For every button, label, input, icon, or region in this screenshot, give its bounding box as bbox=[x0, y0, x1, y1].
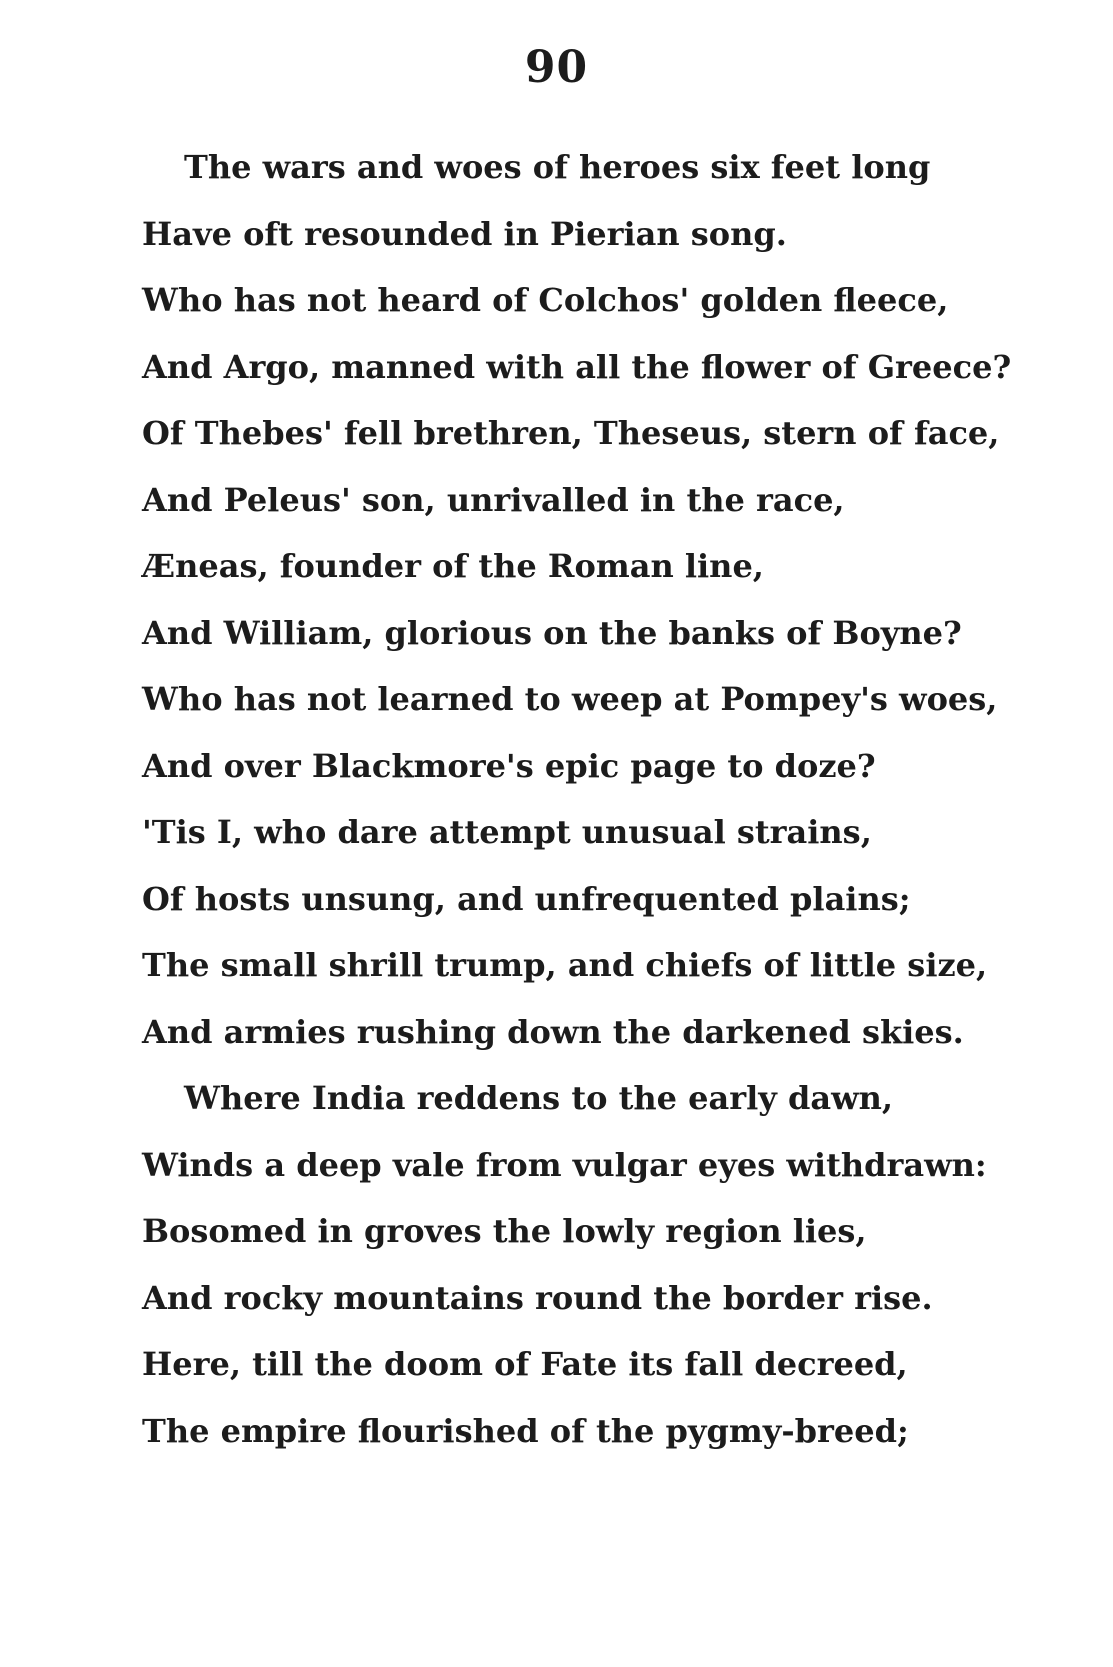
poem-line: And William, glorious on the banks of Boyne? bbox=[142, 613, 962, 652]
poem-line: The small shrill trump, and chiefs of little size, bbox=[142, 946, 988, 984]
poem-text bbox=[142, 134, 1042, 1464]
poem-line: And over Blackmore's epic page to doze? bbox=[142, 746, 876, 785]
poem-line: Bosomed in groves the lowly region lies, bbox=[142, 1212, 867, 1250]
poem-line: Of hosts unsung, and unfrequented plains; bbox=[142, 879, 911, 918]
page-number: 90 bbox=[524, 42, 589, 93]
poem-line: Winds a deep vale from vulgar eyes withdrawn: bbox=[142, 1145, 987, 1184]
poem-line: Who has not learned to weep at Pompey's woes, bbox=[142, 680, 998, 718]
poem-line: 'Tis I, who dare attempt unusual strains, bbox=[142, 813, 872, 851]
poem-line: Of Thebes' fell brethren, Theseus, stern of face, bbox=[142, 414, 1000, 452]
poem-line: Here, till the doom of Fate its fall decreed, bbox=[142, 1345, 908, 1383]
poem-line: The empire flourished of the pygmy-breed; bbox=[142, 1411, 909, 1450]
poem-line: And Argo, manned with all the flower of Greece? bbox=[142, 347, 1012, 386]
poem-line: The wars and woes of heroes six feet long bbox=[184, 148, 931, 186]
poem-line: And armies rushing down the darkened skies. bbox=[142, 1012, 964, 1051]
poem-line: Where India reddens to the early dawn, bbox=[184, 1079, 894, 1117]
poem-line: And Peleus' son, unrivalled in the race, bbox=[142, 480, 845, 519]
poem-line: Have oft resounded in Pierian song. bbox=[142, 214, 787, 253]
poem-line: And rocky mountains round the border rise. bbox=[142, 1278, 933, 1317]
poem-line: Æneas, founder of the Roman line, bbox=[142, 547, 764, 585]
poem-line: Who has not heard of Colchos' golden fleece, bbox=[142, 281, 949, 319]
